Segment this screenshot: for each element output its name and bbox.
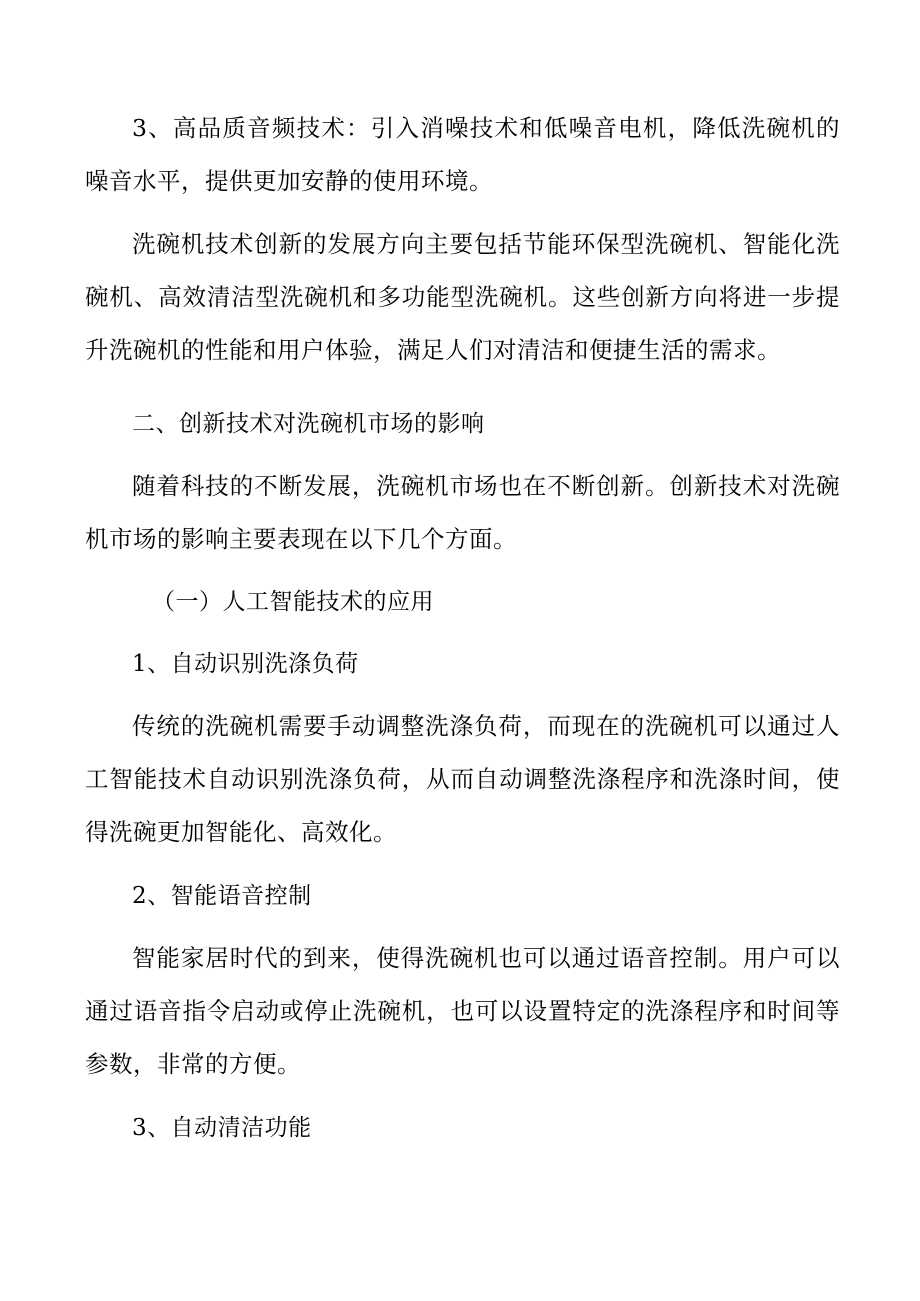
paragraph-innovation-directions: 洗碗机技术创新的发展方向主要包括节能环保型洗碗机、智能化洗碗机、高效清洁型洗碗机和多功能型洗碗机。这些创新方向将进一步提升洗碗机的性能和用户体验，满足人们对清洁和便捷生活的需求。: [85, 230, 840, 364]
item-heading-load-detection: 1、自动识别洗涤负荷: [132, 651, 359, 677]
item-heading-self-cleaning: 3、自动清洁功能: [132, 1115, 312, 1141]
paragraph-voice-control: 智能家居时代的到来，使得洗碗机也可以通过语音控制。用户可以通过语音指令启动或停止洗碗机，也可以设置特定的洗涤程序和时间等参数，非常的方便。: [85, 944, 840, 1078]
item-heading-voice-control: 2、智能语音控制: [132, 883, 312, 909]
section-heading-market-impact: 二、创新技术对洗碗机市场的影响: [132, 411, 485, 437]
paragraph-load-detection: 传统的洗碗机需要手动调整洗涤负荷，而现在的洗碗机可以通过人工智能技术自动识别洗涤负荷，从而自动调整洗涤程序和洗涤时间，使得洗碗更加智能化、高效化。: [85, 712, 840, 846]
paragraph-market-intro: 随着科技的不断发展，洗碗机市场也在不断创新。创新技术对洗碗机市场的影响主要表现在以下几个方面。: [85, 472, 840, 553]
paragraph-audio-technology: 3、高品质音频技术：引入消噪技术和低噪音电机，降低洗碗机的噪音水平，提供更加安静的使用环境。: [85, 114, 840, 195]
subsection-heading-ai-application: （一）人工智能技术的应用: [152, 589, 434, 615]
